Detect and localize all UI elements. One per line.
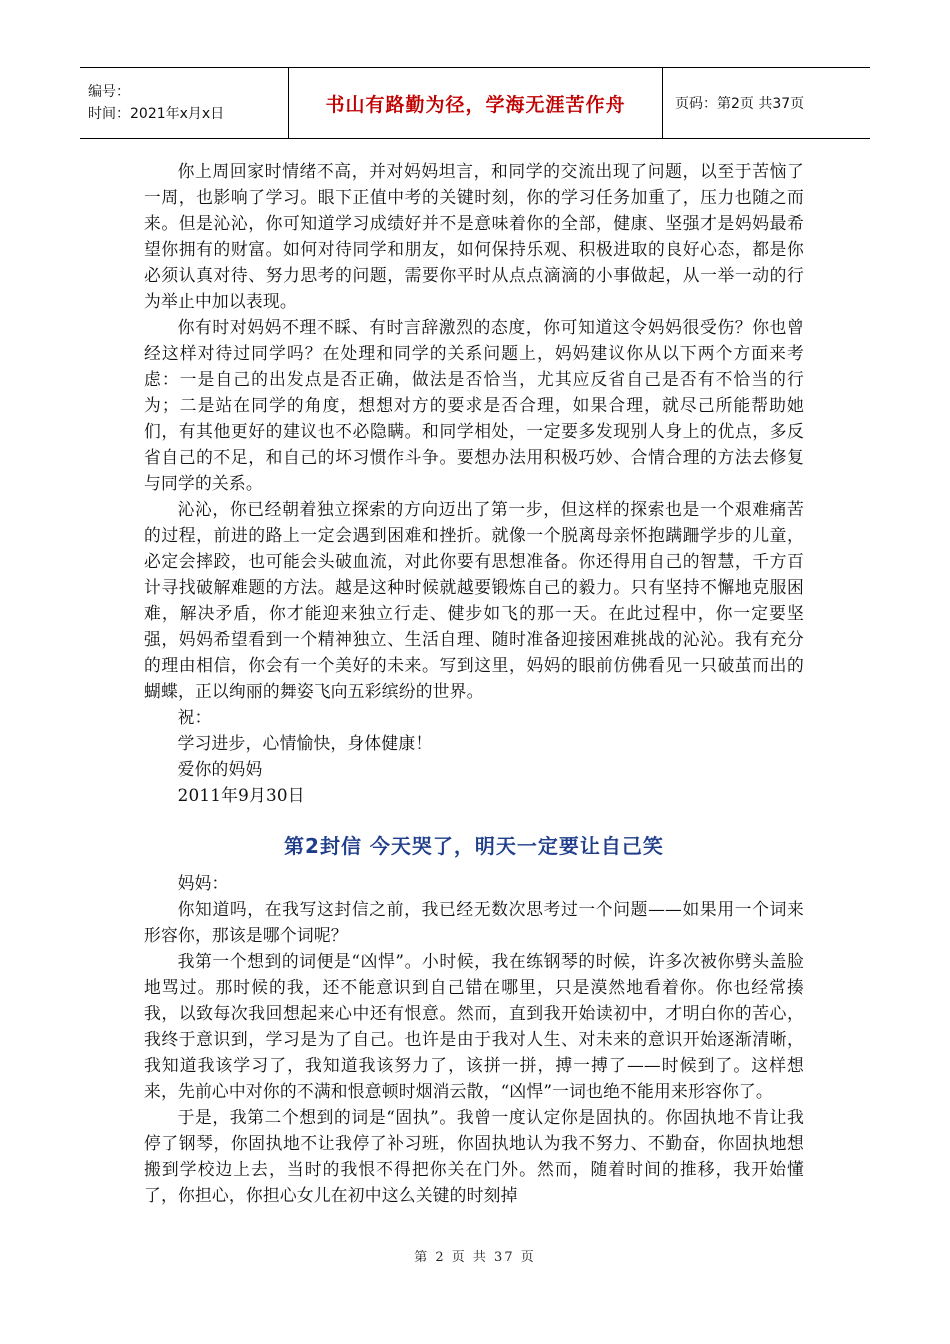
letter2-paragraph-1: 你知道吗，在我写这封信之前，我已经无数次思考过一个问题——如果用一个词来形容你，那该是哪个词呢？ — [144, 899, 804, 945]
header-page-info: 页码：第2页 共37页 — [675, 96, 805, 112]
letter1-wish: 学习进步，心情愉快，身体健康！ — [177, 733, 433, 753]
document-body — [144, 158, 804, 1208]
page-header — [80, 67, 870, 139]
letter1-paragraph-3: 沁沁，你已经朝着独立探索的方向迈出了第一步，但这样的探索也是一个艰难痛苦的过程，前进的路上一定会遇到困难和挫折。就像一个脱离母亲怀抱蹒跚学步的儿童，必定会摔跤，也可能会头破血流，对此你要有思想准备。你还得用自己的智慧，千方百计寻找破解难题的方法。越是这种时候就越要锻炼自己的毅力。只有坚持不懈地克服困难，解决矛盾，你才能迎来独立行走、健步如飞的那一天。在此过程中，你一定要坚强，妈妈希望看到一个精神独立、生活自理、随时准备迎接困难挑战的沁沁。我有充分的理由相信，你会有一个美好的未来。写到这里，妈妈的眼前仿佛看见一只破茧而出的蝴蝶，正以绚丽的舞姿飞向五彩缤纷的世界。 — [144, 499, 804, 701]
document-number-label: 编号： — [88, 84, 130, 100]
letter1-paragraph-1: 你上周回家时情绪不高，并对妈妈坦言，和同学的交流出现了问题，以至于苦恼了一周，也影响了学习。眼下正值中考的关键时刻，你的学习任务加重了，压力也随之而来。但是沁沁，你可知道学习成绩好并不是意味着你的全部，健康、坚强才是妈妈最希望你拥有的财富。如何对待同学和朋友，如何保持乐观、积极进取的良好心态，都是你必须认真对待、努力思考的问题，需要你平时从点点滴滴的小事做起，从一举一动的行为举止中加以表现。 — [144, 161, 804, 311]
letter1-closing: 祝： — [177, 707, 212, 727]
letter1-date: 2011年9月30日 — [177, 785, 305, 805]
document-time-label: 时间：2021年x月x日 — [88, 106, 225, 122]
header-meta — [80, 68, 289, 138]
letter2-title: 第2封信 今天哭了，明天一定要让自己笑 — [284, 834, 664, 858]
letter1-paragraph-2: 你有时对妈妈不理不睬、有时言辞激烈的态度，你可知道这令妈妈很受伤？你也曾经这样对待过同学吗？在处理和同学的关系问题上，妈妈建议你从以下两个方面来考虑：一是自己的出发点是否正确，做法是否恰当，尤其应反省自己是否有不恰当的行为；二是站在同学的角度，想想对方的要求是否合理，如果合理，就尽己所能帮助她们，有其他更好的建议也不必隐瞒。和同学相处，一定要多发现别人身上的优点，多反省自己的不足，和自己的坏习惯作斗争。要想办法用积极巧妙、合情合理的方法去修复与同学的关系。 — [144, 317, 804, 493]
letter1-signature: 爱你的妈妈 — [177, 759, 263, 779]
letter2-paragraph-3: 于是，我第二个想到的词是“固执”。我曾一度认定你是固执的。你固执地不肯让我停了钢琴，你固执地不让我停了补习班，你固执地认为我不努力、不勤奋，你固执地想搬到学校边上去，当时的我恨不得把你关在门外。然而，随着时间的推移，我开始懂了，你担心，你担心女儿在初中这么关键的时刻掉 — [144, 1107, 804, 1205]
page-footer: 第 2 页 共 37 页 — [414, 1250, 536, 1265]
letter2-paragraph-2: 我第一个想到的词便是“凶悍”。小时候，我在练钢琴的时候，许多次被你劈头盖脸地骂过。那时候的我，还不能意识到自己错在哪里，只是漠然地看着你。你也经常揍我，以致每次我回想起来心中还有恨意。然而，直到我开始读初中，才明白你的苦心，我终于意识到，学习是为了自己。也许是由于我对人生、对未来的意识开始逐渐清晰，我知道我该学习了，我知道我该努力了，该拼一拼，搏一搏了——时候到了。这样想来，先前心中对你的不满和恨意顿时烟消云散，“凶悍”一词也绝不能用来形容你了。 — [144, 951, 804, 1101]
letter2-salutation: 妈妈： — [177, 873, 229, 893]
header-motto: 书山有路勤为径，学海无涯苦作舟 — [289, 68, 663, 138]
